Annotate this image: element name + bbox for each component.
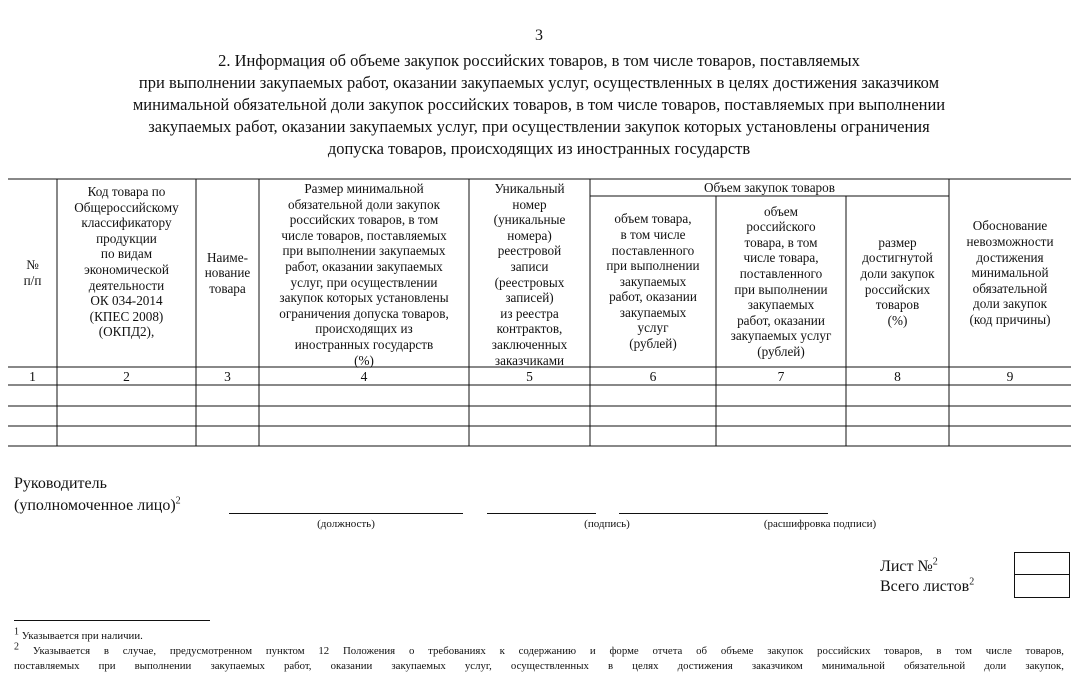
header-justification: Обоснование невозможности достижения минимальной обязательной доли закупок (код причины): [966, 218, 1054, 327]
footnote-2-line-2: поставляемых при выполнении закупаемых работ, оказании закупаемых услуг, осуществленных в целях достижения заказчиком минимальной обязательной доли закупок,: [14, 660, 1064, 672]
header-achieved-share: размер достигнутой доли закупок российских товаров (%): [860, 234, 935, 328]
column-number: 5: [526, 368, 533, 384]
title-line: 2. Информация об объеме закупок российских товаров, в том числе товаров, поставляемых: [218, 51, 860, 70]
signer-label: Руководитель (уполномоченное лицо)$^2$: [14, 475, 181, 514]
title-line: при выполнении закупаемых работ, оказании закупаемых услуг, осуществленных в целях достижения заказчиком: [138, 73, 940, 92]
signature-line: [487, 513, 596, 514]
position-caption: (должность): [317, 518, 375, 530]
sheet-total-label: Всего листов$^2$: [880, 576, 975, 595]
decode-caption: (расшифровка подписи): [763, 518, 877, 530]
title-line: минимальной обязательной доли закупок российских товаров, в том числе товаров, поставляемых при выполнении: [132, 95, 946, 114]
sheet-total-box[interactable]: [1014, 574, 1070, 598]
title-line: закупаемых работ, оказании закупаемых услуг, при осуществлении закупок которых установлены ограничения: [148, 117, 930, 136]
column-number: 4: [360, 368, 368, 384]
procurement-table: [8, 178, 1071, 448]
column-number: 9: [1006, 368, 1014, 384]
column-number: 2: [123, 368, 130, 384]
column-number: 6: [649, 368, 657, 384]
page-number: 3: [535, 27, 543, 44]
position-line: [229, 513, 463, 514]
header-volume-russian: объем российского товара, в том числе товара, поставленного при выполнении закупаемых работ, оказании закупаемых услуг (рублей): [730, 203, 832, 359]
header-number: № п/п: [23, 257, 42, 288]
column-number: 8: [894, 368, 901, 384]
header-minimum-share: Размер минимальной обязательной доли закупок российских товаров, в том числе товаров, поставляемых при выполнении закупаемых работ, оказании закупаемых услуг, при осуществлении закупок которых установлены ограничения допуска товаров, происходящих из иностранных государств (%): [279, 181, 449, 368]
column-number: 7: [777, 368, 785, 384]
footnote-separator: [14, 620, 210, 621]
signature-caption: (подпись): [584, 518, 630, 530]
decode-line: [619, 513, 828, 514]
header-product-name: Наиме- нование товара: [204, 249, 251, 296]
column-number: 3: [224, 368, 231, 384]
sheet-number-label: Лист №$^2$: [880, 556, 938, 575]
header-registry-number: Уникальный номер (уникальные номера) реестровой записи (реестровых записей) из реестра контрактов, заключенных заказчиками: [491, 181, 568, 368]
header-okpd2-code: Код товара по Общероссийскому классификатору продукции по видам экономической деятельности ОК 034-2014 (КПЕС 2008) (ОКПД2),: [74, 184, 179, 340]
sheet-number-box[interactable]: [1014, 552, 1070, 575]
footnote-2-line-1: $^2$ Указывается в случае, предусмотренном пунктом 12 Положения о требованиях к содержанию и форме отчета об объеме закупок российских товаров, в том числе товаров,: [14, 641, 1065, 657]
section-title: [30, 50, 1048, 160]
header-purchase-volume-group: Объем закупок товаров: [704, 179, 835, 195]
title-line: допуска товаров, происходящих из иностранных государств: [327, 139, 751, 158]
column-number: 1: [29, 368, 36, 384]
footnote-1: $^1$ Указывается при наличии.: [14, 626, 143, 642]
header-volume-total: объем товара, в том числе поставленного при выполнении закупаемых работ, оказании закупаемых услуг (рублей): [606, 211, 700, 352]
